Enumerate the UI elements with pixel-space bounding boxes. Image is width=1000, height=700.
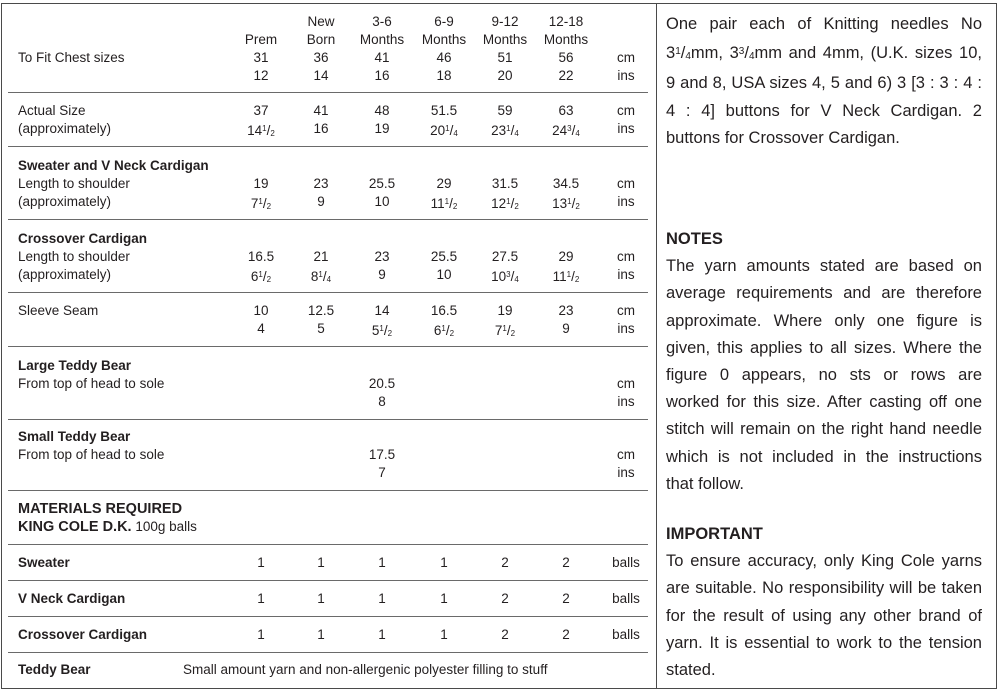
crossover-ins-value: $11^1/_2$ xyxy=(552,269,580,284)
column-header-top: New xyxy=(307,14,335,29)
unit-cm: cm xyxy=(617,249,635,264)
sleeve-cm-value: 10 xyxy=(253,303,269,318)
unit-ins: ins xyxy=(617,394,635,409)
sleeve-ins-value: 5 xyxy=(317,321,325,336)
row-divider xyxy=(8,544,648,545)
unit-ins: ins xyxy=(617,68,635,83)
unit-ins: ins xyxy=(617,194,635,209)
materials-value: 2 xyxy=(562,627,570,642)
crossover-cm-value: 29 xyxy=(558,249,574,264)
crossover-cm-value: 16.5 xyxy=(247,249,275,264)
section-heading-sweater: Sweater and V Neck Cardigan xyxy=(18,158,209,173)
actual-ins-value: $20^1/_4$ xyxy=(430,123,458,138)
actual-ins-value: $24^3/_4$ xyxy=(552,123,580,138)
small-bear-ins: 7 xyxy=(378,465,386,480)
materials-value: 1 xyxy=(257,591,265,606)
sleeve-ins-value: $7^1/_2$ xyxy=(494,323,516,338)
materials-row-label: Teddy Bear xyxy=(18,662,91,677)
actual-cm-value: 63 xyxy=(558,103,574,118)
unit-cm: cm xyxy=(617,447,635,462)
row-divider xyxy=(8,292,648,293)
yarn-weight: 100g balls xyxy=(131,519,197,534)
needles-text: One pair each of Knitting needles No $3^1/_4mm$, $3^3/_4mm$ and 4mm, (U.K. sizes 10, 9 and 8, USA sizes 4, 5 and 6) 3 [3 : 3 : 4 : 4 : 4] buttons for V Neck Cardigan. 2 buttons for Crossover Cardigan. xyxy=(666,15,982,147)
column-header-bottom: Prem xyxy=(244,32,278,47)
sweater-cm-value: 23 xyxy=(313,176,329,191)
materials-value: 1 xyxy=(378,555,386,570)
materials-value: 1 xyxy=(257,627,265,642)
sleeve-cm-value: 14 xyxy=(374,303,390,318)
row-divider xyxy=(8,580,648,581)
teddy-materials-text: Small amount yarn and non-allergenic polyester filling to stuff xyxy=(183,662,548,677)
materials-value: 1 xyxy=(317,591,325,606)
crossover-cm-value: 21 xyxy=(313,249,329,264)
materials-row-label: Sweater xyxy=(18,555,70,570)
sweater-ins-value: $13^1/_2$ xyxy=(552,196,580,211)
yarn-line xyxy=(18,518,197,536)
crossover-cm-value: 27.5 xyxy=(491,249,519,264)
chest-ins-value: 12 xyxy=(253,68,269,83)
unit-cm: cm xyxy=(617,176,635,191)
actual-cm-value: 59 xyxy=(497,103,513,118)
row-label-length: Length to shoulder xyxy=(18,176,130,191)
row-divider xyxy=(8,346,648,347)
notes-heading: NOTES xyxy=(666,230,723,248)
sleeve-cm-value: 23 xyxy=(558,303,574,318)
row-divider xyxy=(8,146,648,147)
materials-value: 1 xyxy=(317,627,325,642)
sweater-ins-value: $12^1/_2$ xyxy=(491,196,519,211)
section-heading-small-bear: Small Teddy Bear xyxy=(18,429,131,444)
materials-value: 1 xyxy=(378,627,386,642)
yarn-brand: KING COLE D.K. xyxy=(18,519,132,535)
column-header-bottom: Months xyxy=(421,32,467,47)
chest-cm-value: 41 xyxy=(374,50,390,65)
row-label-approx: (approximately) xyxy=(18,267,112,282)
row-divider xyxy=(8,92,648,93)
row-label-approx: (approximately) xyxy=(18,194,112,209)
sleeve-cm-value: 12.5 xyxy=(307,303,335,318)
materials-row-label: Crossover Cardigan xyxy=(18,627,148,642)
unit-cm: cm xyxy=(617,103,635,118)
row-label-chest: To Fit Chest sizes xyxy=(18,50,125,65)
actual-cm-value: 48 xyxy=(374,103,390,118)
row-divider xyxy=(8,219,648,220)
sleeve-ins-value: $6^1/_2$ xyxy=(433,323,455,338)
materials-heading: MATERIALS REQUIRED xyxy=(18,501,183,517)
sweater-cm-value: 19 xyxy=(253,176,269,191)
materials-value: 2 xyxy=(562,555,570,570)
sweater-cm-value: 25.5 xyxy=(368,176,396,191)
chest-cm-value: 51 xyxy=(497,50,513,65)
column-header-top: 12-18 xyxy=(548,14,584,29)
row-label-bear: From top of head to sole xyxy=(18,376,165,391)
materials-value: 1 xyxy=(440,555,448,570)
row-divider xyxy=(8,490,648,491)
row-divider xyxy=(8,616,648,617)
important-section xyxy=(666,521,982,684)
section-heading-crossover: Crossover Cardigan xyxy=(18,231,148,246)
materials-value: 1 xyxy=(257,555,265,570)
unit-ins: ins xyxy=(617,121,635,136)
sweater-ins-value: 9 xyxy=(317,194,325,209)
materials-value: 1 xyxy=(440,591,448,606)
crossover-cm-value: 25.5 xyxy=(430,249,458,264)
notes-text: The yarn amounts stated are based on average requirements and are therefore approximate. Where only one figure is given, this applies to all sizes. Where the figure 0 appears, no sts or rows are worked for this size. After casting off one stitch will remain on the right hand needle which is not included in the instructions that follow. xyxy=(666,257,982,493)
unit-ins: ins xyxy=(617,465,635,480)
column-divider xyxy=(656,3,657,689)
unit-cm: cm xyxy=(617,50,635,65)
chest-cm-value: 36 xyxy=(313,50,329,65)
sweater-ins-value: 10 xyxy=(374,194,390,209)
chest-cm-value: 46 xyxy=(436,50,452,65)
row-label-bear: From top of head to sole xyxy=(18,447,165,462)
chest-ins-value: 18 xyxy=(436,68,452,83)
important-text: To ensure accuracy, only King Cole yarns are suitable. No responsibility will be taken for the result of using any other brand of yarn. It is essential to work to the tension stated. xyxy=(666,552,982,680)
materials-value: 1 xyxy=(440,627,448,642)
chest-ins-value: 16 xyxy=(374,68,390,83)
sweater-ins-value: $11^1/_2$ xyxy=(430,196,458,211)
crossover-ins-value: $10^3/_4$ xyxy=(491,269,519,284)
column-header-top: 9-12 xyxy=(491,14,519,29)
crossover-ins-value: 10 xyxy=(436,267,452,282)
actual-cm-value: 37 xyxy=(253,103,269,118)
row-label-approx: (approximately) xyxy=(18,121,112,136)
actual-ins-value: $23^1/_4$ xyxy=(491,123,519,138)
column-header-top: 6-9 xyxy=(434,14,454,29)
column-header-bottom: Months xyxy=(482,32,528,47)
unit-cm: cm xyxy=(617,376,635,391)
chest-ins-value: 14 xyxy=(313,68,329,83)
large-bear-cm: 20.5 xyxy=(368,376,396,391)
actual-ins-value: 16 xyxy=(313,121,329,136)
small-bear-cm: 17.5 xyxy=(368,447,396,462)
sleeve-ins-value: 4 xyxy=(257,321,265,336)
materials-value: 2 xyxy=(501,555,509,570)
materials-row-label: V Neck Cardigan xyxy=(18,591,126,606)
unit-ins: ins xyxy=(617,321,635,336)
unit-cm: cm xyxy=(617,303,635,318)
materials-value: 1 xyxy=(317,555,325,570)
unit-ins: ins xyxy=(617,267,635,282)
sweater-cm-value: 29 xyxy=(436,176,452,191)
important-heading: IMPORTANT xyxy=(666,525,763,543)
unit-balls: balls xyxy=(612,591,640,606)
chest-cm-value: 56 xyxy=(558,50,574,65)
section-heading-large-bear: Large Teddy Bear xyxy=(18,358,132,373)
actual-ins-value: $14^1/_2$ xyxy=(247,123,275,138)
column-header-top: 3-6 xyxy=(372,14,392,29)
actual-cm-value: 51.5 xyxy=(430,103,458,118)
column-header-bottom: Months xyxy=(359,32,405,47)
crossover-ins-value: $6^1/_2$ xyxy=(250,269,272,284)
sleeve-cm-value: 19 xyxy=(497,303,513,318)
column-header-bottom: Months xyxy=(543,32,589,47)
crossover-ins-value: 9 xyxy=(378,267,386,282)
materials-value: 1 xyxy=(378,591,386,606)
large-bear-ins: 8 xyxy=(378,394,386,409)
sleeve-ins-value: $5^1/_2$ xyxy=(371,323,393,338)
needles-paragraph xyxy=(666,11,982,152)
actual-cm-value: 41 xyxy=(313,103,329,118)
sweater-cm-value: 31.5 xyxy=(491,176,519,191)
chest-ins-value: 22 xyxy=(558,68,574,83)
row-label-sleeve: Sleeve Seam xyxy=(18,303,99,318)
materials-value: 2 xyxy=(501,591,509,606)
crossover-cm-value: 23 xyxy=(374,249,390,264)
sweater-cm-value: 34.5 xyxy=(552,176,580,191)
row-label-actual: Actual Size xyxy=(18,103,86,118)
row-label-length: Length to shoulder xyxy=(18,249,130,264)
row-divider xyxy=(8,419,648,420)
sleeve-cm-value: 16.5 xyxy=(430,303,458,318)
sweater-ins-value: $7^1/_2$ xyxy=(250,196,272,211)
chest-ins-value: 20 xyxy=(497,68,513,83)
row-divider xyxy=(8,652,648,653)
unit-balls: balls xyxy=(612,627,640,642)
materials-value: 2 xyxy=(501,627,509,642)
chest-cm-value: 31 xyxy=(253,50,269,65)
materials-value: 2 xyxy=(562,591,570,606)
notes-section xyxy=(666,226,982,498)
actual-ins-value: 19 xyxy=(374,121,390,136)
sleeve-ins-value: 9 xyxy=(562,321,570,336)
crossover-ins-value: $8^1/_4$ xyxy=(310,269,332,284)
column-header-bottom: Born xyxy=(306,32,336,47)
unit-balls: balls xyxy=(612,555,640,570)
